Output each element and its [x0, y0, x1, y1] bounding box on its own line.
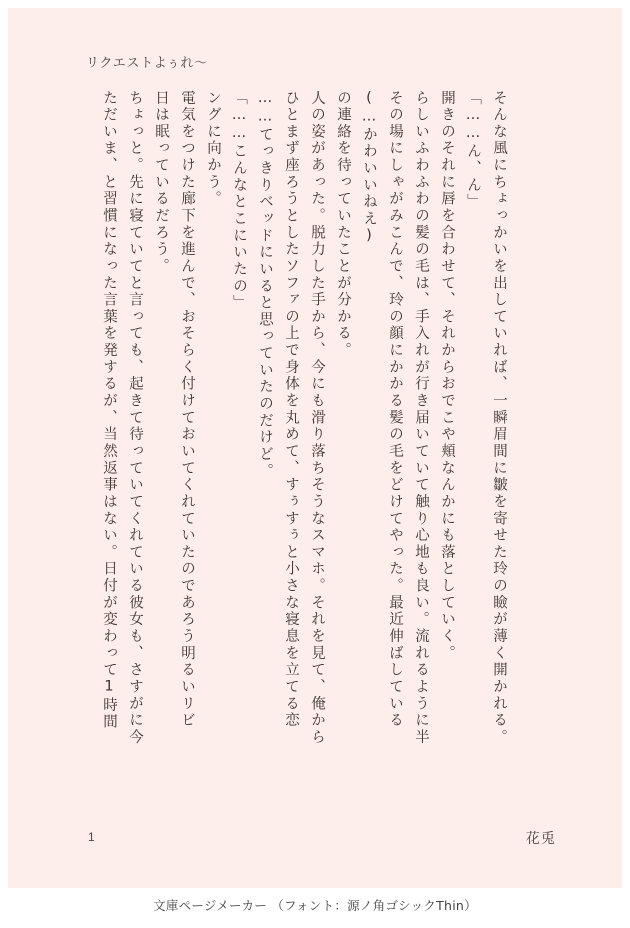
text-column: ひとまず座ろうとしたソファの上で身体を丸めて、すぅすぅと小さな寝息を立てる恋 — [283, 90, 299, 730]
text-column: ングに向かう。 — [205, 90, 221, 208]
text-column: ただいま、と習慣になった言葉を発するが、当然返事はない。日付が変わって1時間 — [101, 90, 117, 731]
text-column: ちょっと。先に寝ていてと言っても、起きて待っていてくれている彼女も、さすがに今 — [127, 90, 143, 746]
text-column: らしいふわふわの髪の毛は、手入れが行き届いていて触り心地も良い。流れるように半 — [413, 90, 429, 746]
text-column: の連絡を待っていたことが分かる。 — [335, 90, 351, 360]
text-column: 日は眠っているだろう。 — [153, 90, 169, 276]
text-column: 電気をつけた廊下を進んで、おそらく付けておいてくれていたのであろう明るいリビ — [179, 90, 195, 730]
text-column: (…かわいいねえ) — [361, 90, 377, 246]
generator-caption: 文庫ページメーカー （フォント：源ノ角ゴシックThin） — [153, 898, 477, 913]
text-column: ……てっきりベッドにいると思っていたのだけど。 — [257, 90, 273, 480]
text-column: そんな風にちょっかいを出していれば、一瞬眉間に皺を寄せた玲の瞼が薄く開かれる。 — [491, 90, 507, 746]
novel-sheet — [8, 8, 622, 888]
text-column: 人の姿があった。脱力した手から、今にも滑り落ちそうなスマホ。それを見て、俺から — [309, 90, 325, 746]
author-name: 花兎 — [525, 830, 556, 846]
request-note: リクエストよぅれ〜 — [86, 55, 208, 70]
text-column: その場にしゃがみこんで、玲の顔にかかる髪の毛をどけてやった。最近伸ばしている — [387, 90, 403, 730]
text-column: 開きのそれに唇を合わせて、それからおでこや頬なんかにも落としていく。 — [439, 90, 455, 662]
vertical-text-body — [90, 90, 560, 810]
page-number: 1 — [88, 830, 95, 844]
text-column: 「……ん、ん」 — [465, 90, 481, 211]
text-column: 「……こんなとこにいたの」 — [231, 90, 247, 312]
